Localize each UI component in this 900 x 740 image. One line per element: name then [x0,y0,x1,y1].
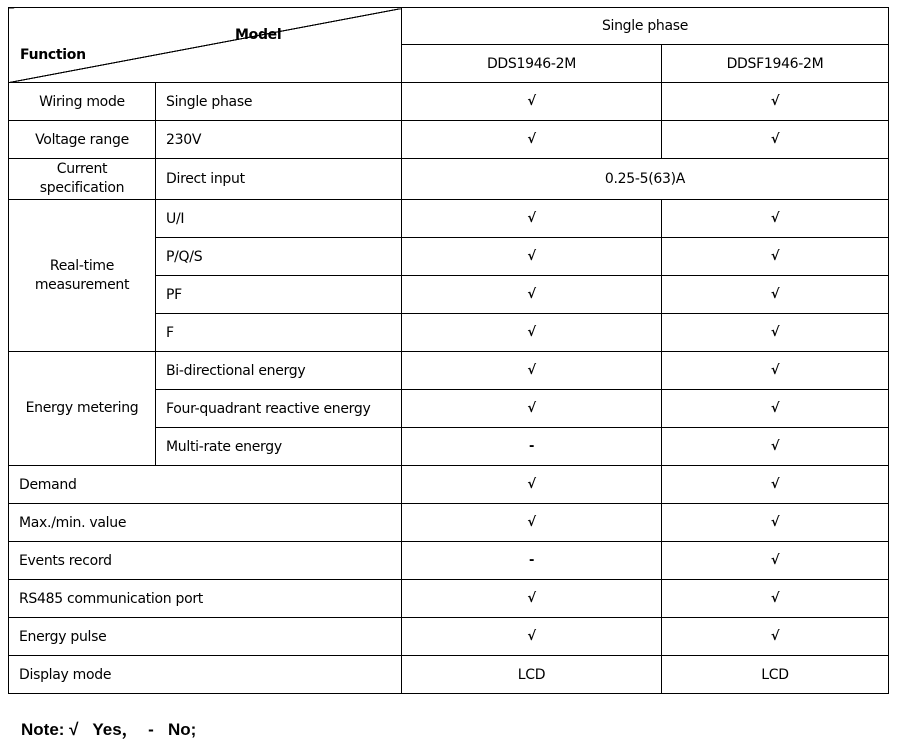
function-label: Function [20,47,86,63]
table-row [9,656,889,694]
model-2-value: √ [662,314,889,352]
model-2-value: √ [662,504,889,542]
table-row [9,83,889,121]
model-1-value: √ [402,466,662,504]
model-1-value: √ [402,200,662,238]
model-2-value: √ [662,428,889,466]
table-row [9,352,889,390]
model-2-value: √ [662,200,889,238]
model-1-value: - [402,542,662,580]
model-1-value: √ [402,238,662,276]
table-row [9,504,889,542]
table-row [9,200,889,238]
table-row [9,121,889,159]
diagonal-header-cell [9,8,402,83]
row-group-label: Energy metering [9,352,156,466]
single-phase-group-header: Single phase [402,8,889,45]
shared-value: 0.25-5(63)A [402,159,889,200]
model-1-value: √ [402,580,662,618]
model-2-value: √ [662,352,889,390]
model-1-value: √ [402,314,662,352]
row-group-label: Real-time measurement [9,200,156,352]
model-1-value: √ [402,121,662,159]
model-2-value: √ [662,276,889,314]
row-item-label: Direct input [156,159,402,200]
model-1-value: √ [402,504,662,542]
row-item-label: P/Q/S [156,238,402,276]
function-table [8,7,889,694]
row-item-label: U/I [156,200,402,238]
row-label: Demand [9,466,402,504]
row-item-label: Multi-rate energy [156,428,402,466]
model-2-value: √ [662,238,889,276]
model-2-value: √ [662,390,889,428]
row-item-label: Four-quadrant reactive energy [156,390,402,428]
table-row [9,580,889,618]
model-1-header: DDS1946-2M [402,45,662,83]
model-2-value: √ [662,580,889,618]
model-2-value: √ [662,618,889,656]
model-1-value: √ [402,352,662,390]
row-item-label: PF [156,276,402,314]
row-item-label: 230V [156,121,402,159]
legend-note: Note: √ Yes， - No; [21,720,197,739]
table-row [9,159,889,200]
row-label: Display mode [9,656,402,694]
row-item-label: Bi-directional energy [156,352,402,390]
model-2-value: √ [662,542,889,580]
row-label: Events record [9,542,402,580]
row-group-label: Voltage range [9,121,156,159]
model-label: Model [235,27,282,43]
table-row [9,542,889,580]
table-row [9,618,889,656]
model-2-value: √ [662,83,889,121]
row-label: RS485 communication port [9,580,402,618]
row-item-label: Single phase [156,83,402,121]
model-2-value: √ [662,466,889,504]
row-item-label: F [156,314,402,352]
model-1-value: - [402,428,662,466]
model-2-value: √ [662,121,889,159]
header-row-1 [9,8,889,45]
row-label: Energy pulse [9,618,402,656]
model-2-value: LCD [662,656,889,694]
model-1-value: LCD [402,656,662,694]
model-1-value: √ [402,390,662,428]
table-row [9,466,889,504]
row-group-label: Current specification [9,159,156,200]
model-2-header: DDSF1946-2M [662,45,889,83]
row-label: Max./min. value [9,504,402,542]
model-1-value: √ [402,83,662,121]
model-1-value: √ [402,618,662,656]
row-group-label: Wiring mode [9,83,156,121]
model-1-value: √ [402,276,662,314]
